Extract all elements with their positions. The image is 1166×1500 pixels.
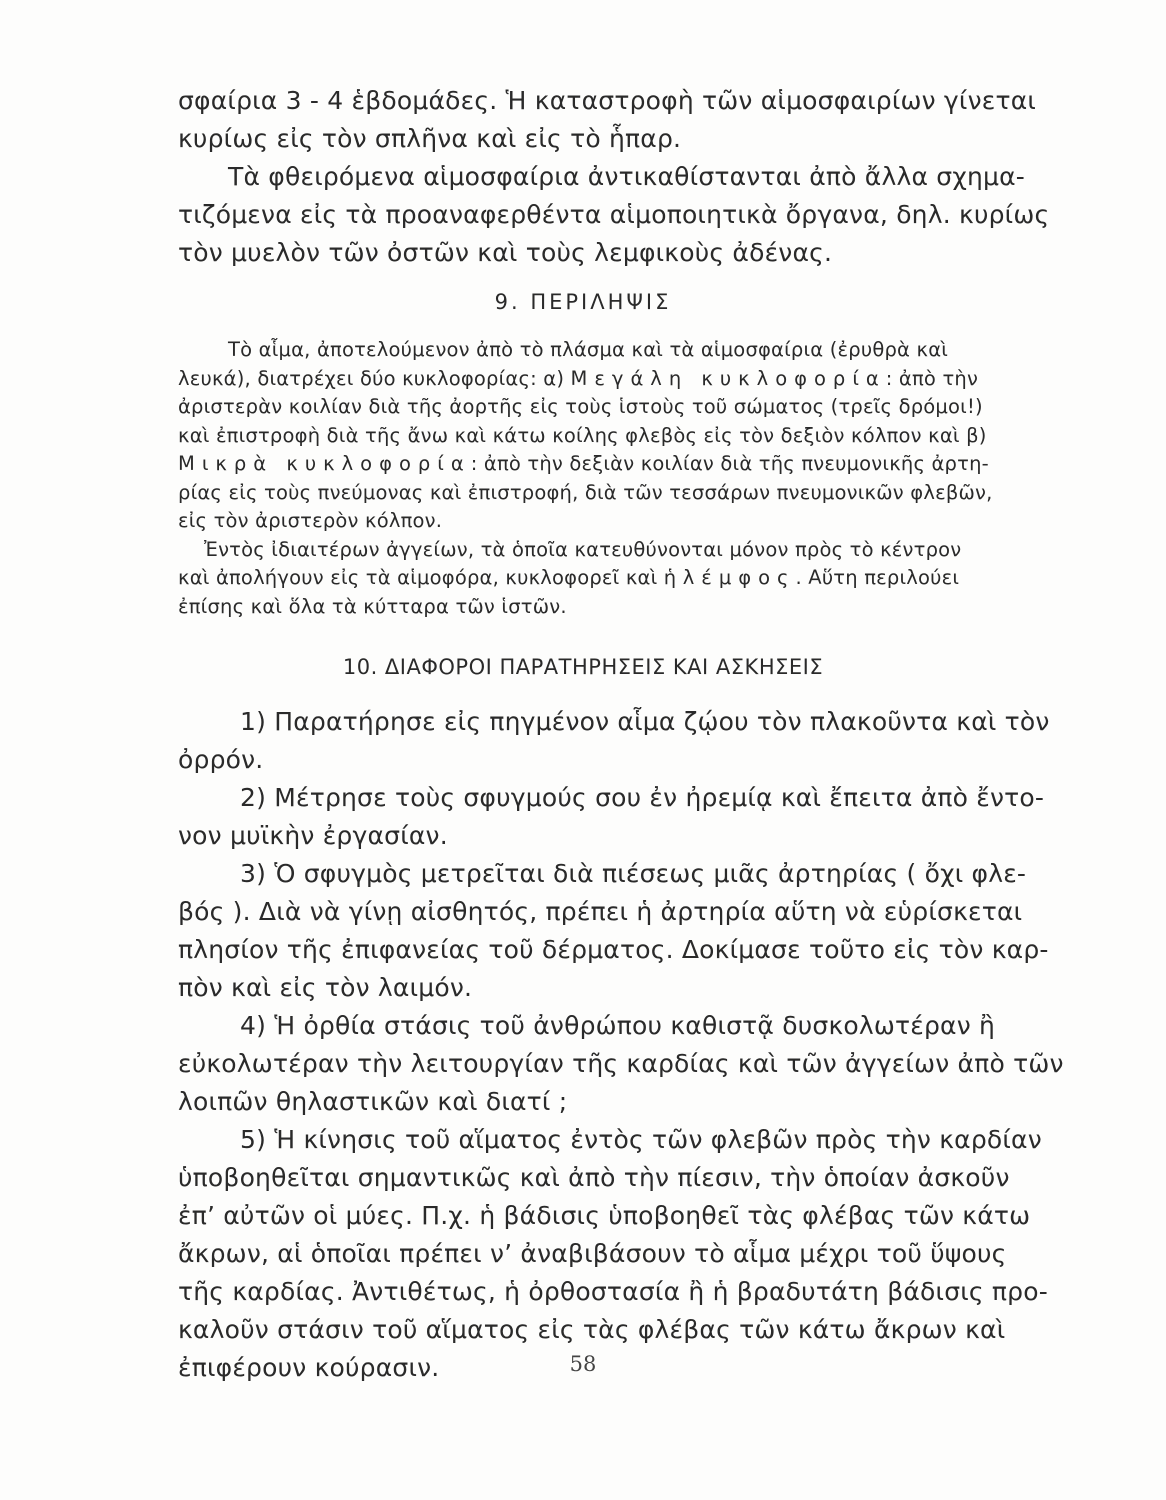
paragraph-continuation	[178, 82, 1050, 272]
spaced-term: Μεγάλη κυκλοφορία	[570, 366, 886, 390]
page-number: 58	[569, 1352, 597, 1376]
summary-paragraph	[178, 336, 1012, 621]
text-line: κυρίως εἰς τὸν σπλῆνα καὶ εἰς τὸ ἧπαρ.	[178, 124, 682, 153]
text-line: καὶ ἐπιστροφὴ διὰ τῆς ἄνω καὶ κάτω κοίλης φλεβὸς εἰς τὸν δεξιὸν κόλπον καὶ β)	[178, 423, 987, 447]
text-line	[178, 365, 1012, 394]
text-line: λοιπῶν θηλαστικῶν καὶ διατί ;	[178, 1087, 568, 1116]
text-line: σφαίρια 3 - 4 ἑβδομάδες. Ἡ καταστροφὴ τῶν αἱμοσφαιρίων γίνεται	[178, 86, 1037, 115]
text-line: πλησίον τῆς ἐπιφανείας τοῦ δέρματος. Δοκίμασε τοῦτο εἰς τὸν καρ-	[178, 935, 1049, 964]
text-line: τιζόμενα εἰς τὰ προαναφερθέντα αἱμοποιητικὰ ὄργανα, δηλ. κυρίως	[178, 200, 1050, 229]
text-line: ἐπιφέρουν κούρασιν.	[178, 1353, 440, 1382]
exercises-list	[178, 703, 1064, 1387]
text-line: 5) Ἡ κίνησις τοῦ αἵματος ἐντὸς τῶν φλεβῶν πρὸς τὴν καρδίαν	[240, 1125, 1042, 1154]
text-line: 3) Ὁ σφυγμὸς μετρεῖται διὰ πιέσεως μιᾶς ἀρτηρίας ( ὄχι φλε-	[240, 859, 1027, 888]
text-line	[178, 564, 1012, 593]
text-line: 2) Μέτρησε τοὺς σφυγμούς σου ἐν ἠρεμίᾳ καὶ ἔπειτα ἀπὸ ἔντο-	[240, 783, 1045, 812]
text-line: 4) Ἡ ὀρθία στάσις τοῦ ἀνθρώπου καθιστᾷ δυσκολωτέραν ἢ	[240, 1011, 996, 1040]
text-span: . Αὕτη περιλούει	[795, 566, 960, 589]
text-line: τὸν μυελὸν τῶν ὀστῶν καὶ τοὺς λεμφικοὺς ἀδένας.	[178, 238, 833, 267]
text-line: καλοῦν στάσιν τοῦ αἵματος εἰς τὰς φλέβας τῶν κάτω ἄκρων καὶ	[178, 1315, 1006, 1344]
text-line: ὀρρόν.	[178, 745, 264, 774]
spaced-term: λέμφος	[682, 566, 796, 589]
text-line: Τὸ αἷμα, ἀποτελούμενον ἀπὸ τὸ πλάσμα καὶ τὰ αἱμοσφαίρια (ἐρυθρὰ καὶ	[228, 338, 949, 361]
text-line: ἀριστερὰν κοιλίαν διὰ τῆς ἀορτῆς εἰς τοὺς ἱστοὺς τοῦ σώματος (τρεῖς δρόμοι!)	[178, 395, 983, 418]
text-line: νον μυϊκὴν ἐργασίαν.	[178, 821, 448, 850]
text-line: τῆς καρδίας. Ἀντιθέτως, ἡ ὀρθοστασία ἢ ἡ βραδυτάτη βάδισις προ-	[178, 1277, 1048, 1306]
text-span: : ἀπὸ τὴν δεξιὰν κοιλίαν διὰ τῆς πνευμονικῆς ἀρτη-	[470, 452, 989, 475]
text-line: ἄκρων, αἱ ὁποῖαι πρέπει ν’ ἀναβιβάσουν τὸ αἷμα μέχρι τοῦ ὕψους	[178, 1239, 1007, 1268]
text-span: : ἀπὸ τὴν	[885, 366, 979, 390]
text-line: πὸν καὶ εἰς τὸν λαιμόν.	[178, 973, 473, 1002]
section-10-heading: 10. ΔΙΑΦΟΡΟΙ ΠΑΡΑΤΗΡΗΣΕΙΣ ΚΑΙ ΑΣΚΗΣΕΙΣ	[342, 655, 824, 679]
text-line: εὐκολωτέραν τὴν λειτουργίαν τῆς καρδίας καὶ τῶν ἀγγείων ἀπὸ τῶν	[178, 1049, 1064, 1078]
text-span: λευκά), διατρέχει δύο κυκλοφορίας: α)	[178, 366, 571, 390]
text-line	[178, 450, 1012, 479]
text-line: ἐπ’ αὐτῶν οἱ μύες. Π.χ. ἡ βάδισις ὑποβοηθεῖ τὰς φλέβας τῶν κάτω	[178, 1201, 1031, 1230]
text-line: ρίας εἰς τοὺς πνεύμονας καὶ ἐπιστροφή, διὰ τῶν τεσσάρων πνευμονικῶν φλεβῶν,	[178, 480, 993, 504]
text-line: Τὰ φθειρόμενα αἱμοσφαίρια ἀντικαθίστανται ἀπὸ ἄλλα σχημα-	[228, 162, 1026, 191]
text-line: ἐπίσης καὶ ὅλα τὰ κύτταρα τῶν ἱστῶν.	[178, 594, 567, 618]
text-line: ὑποβοηθεῖται σημαντικῶς καὶ ἀπὸ τὴν πίεσιν, τὴν ὁποίαν ἀσκοῦν	[178, 1163, 1010, 1192]
text-line: βός ). Διὰ νὰ γίνῃ αἰσθητός, πρέπει ἡ ἀρτηρία αὕτη νὰ εὑρίσκεται	[178, 897, 1023, 926]
section-9-heading: 9. ΠΕΡΙΛΗΨΙΣ	[494, 290, 672, 314]
spaced-term: Μικρὰ κυκλοφορία	[178, 452, 471, 475]
text-line: εἰς τὸν ἀριστερὸν κόλπον.	[178, 509, 443, 532]
text-line: 1) Παρατήρησε εἰς πηγμένον αἷμα ζῴου τὸν πλακοῦντα καὶ τὸν	[240, 707, 1050, 736]
text-line: Ἐντὸς ἰδιαιτέρων ἀγγείων, τὰ ὁποῖα κατευθύνονται μόνον πρὸς τὸ κέντρον	[204, 537, 962, 561]
text-span: καὶ ἀπολήγουν εἰς τὰ αἱμοφόρα, κυκλοφορεῖ καὶ ἡ	[178, 566, 683, 589]
